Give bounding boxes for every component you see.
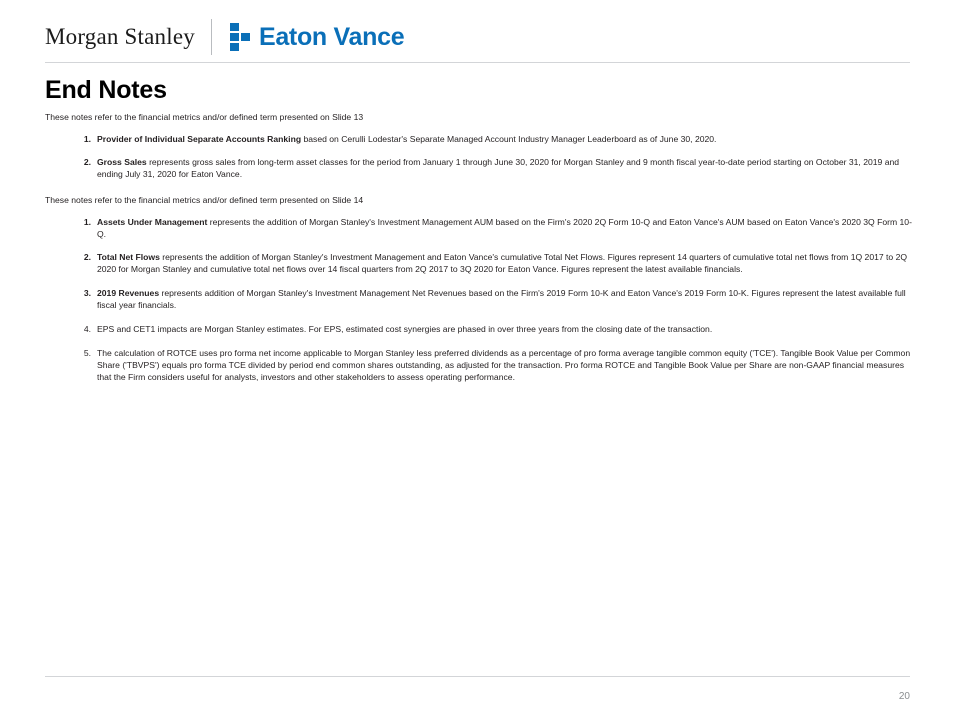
page-number: 20: [898, 691, 910, 702]
logo-divider: [211, 19, 212, 55]
note-text: represents gross sales from long-term asset classes for the period from January 1 through June 30, 2020 for Morgan Stanley and 9 month fiscal year-to-date period starting on October 31, 2019 and ending July 31, 2020 for Eaton Vance.: [97, 157, 900, 180]
list-item: [45, 157, 913, 181]
footer-divider: [45, 676, 910, 677]
list-item: [45, 252, 913, 276]
section2-lead: These notes refer to the financial metrics and/or defined term presented on Slide 14: [45, 195, 364, 206]
note-number: 1.: [83, 216, 91, 227]
note-number: 4.: [83, 323, 91, 334]
note-text: represents the addition of Morgan Stanley's Investment Management AUM based on the Firm's 2020 2Q Form 10-Q and Eaton Vance's AUM based on Eaton Vance's 2020 3Q Form 10-Q.: [97, 216, 912, 239]
list-item: [45, 134, 913, 146]
list-item: [45, 217, 913, 241]
note-number: 3.: [83, 288, 91, 299]
note-number: 2.: [83, 252, 91, 263]
note-number: 1.: [83, 133, 91, 144]
header-divider: [45, 62, 910, 63]
note-number: 2.: [83, 157, 91, 168]
morgan-stanley-logo: Morgan Stanley: [45, 24, 195, 49]
section2-notes-list: [45, 217, 913, 384]
section1-notes-list: [45, 134, 913, 182]
eaton-vance-mark-icon: [230, 23, 250, 51]
note-bold-lead: Assets Under Management: [97, 216, 208, 227]
section1-lead: These notes refer to the financial metrics and/or defined term presented on Slide 13: [45, 112, 364, 122]
note-bold-lead: Gross Sales: [97, 157, 147, 168]
note-text: represents the addition of Morgan Stanley's Investment Management and Eaton Vance's cumulative Total Net Flows. Figures represent 14 quarters of cumulative total net flows from 1Q 2017 to 2Q 2020 for Morgan Stanley and cumulative total net flows over 14 fiscal quarters from 2Q 2017 to 3Q 2020 for Eaton Vance. Figures represent the latest available financials.: [97, 252, 908, 275]
eaton-vance-logo-text: Eaton Vance: [258, 22, 405, 51]
note-text: represents addition of Morgan Stanley's Investment Management Net Revenues based on the Firm's 2019 Form 10-K and Eaton Vance's 2019 Form 10-K. Figures represent the latest available full fiscal year financials.: [97, 288, 906, 311]
list-item: [45, 348, 913, 384]
note-bold-lead: Provider of Individual Separate Accounts Ranking: [97, 133, 302, 144]
slide-header: [45, 14, 910, 60]
page-title: End Notes: [45, 76, 167, 104]
note-bold-lead: Total Net Flows: [97, 252, 160, 263]
note-text: EPS and CET1 impacts are Morgan Stanley estimates. For EPS, estimated cost synergies are phased in over three years from the closing date of the transaction.: [97, 323, 713, 334]
note-text: The calculation of ROTCE uses pro forma net income applicable to Morgan Stanley less preferred dividends as a percentage of pro forma average tangible common equity ('TCE'). Tangible Book Value per Common Share ('TBVPS') equals pro forma TCE divided by period end common shares outstanding, as adjusted for the transaction. Pro forma ROTCE and Tangible Book Value per Share are non-GAAP financial measures that the Firm considers useful for analysts, investors and other stakeholders to assess operating performance.: [97, 347, 911, 382]
note-text: based on Cerulli Lodestar's Separate Managed Account Industry Manager Leaderboard as of June 30, 2020.: [301, 133, 717, 144]
list-item: [45, 324, 913, 336]
list-item: [45, 288, 913, 312]
eaton-vance-logo: [230, 23, 404, 52]
note-bold-lead: 2019 Revenues: [97, 288, 160, 299]
slide-body: [45, 112, 913, 395]
note-number: 5.: [83, 347, 91, 358]
